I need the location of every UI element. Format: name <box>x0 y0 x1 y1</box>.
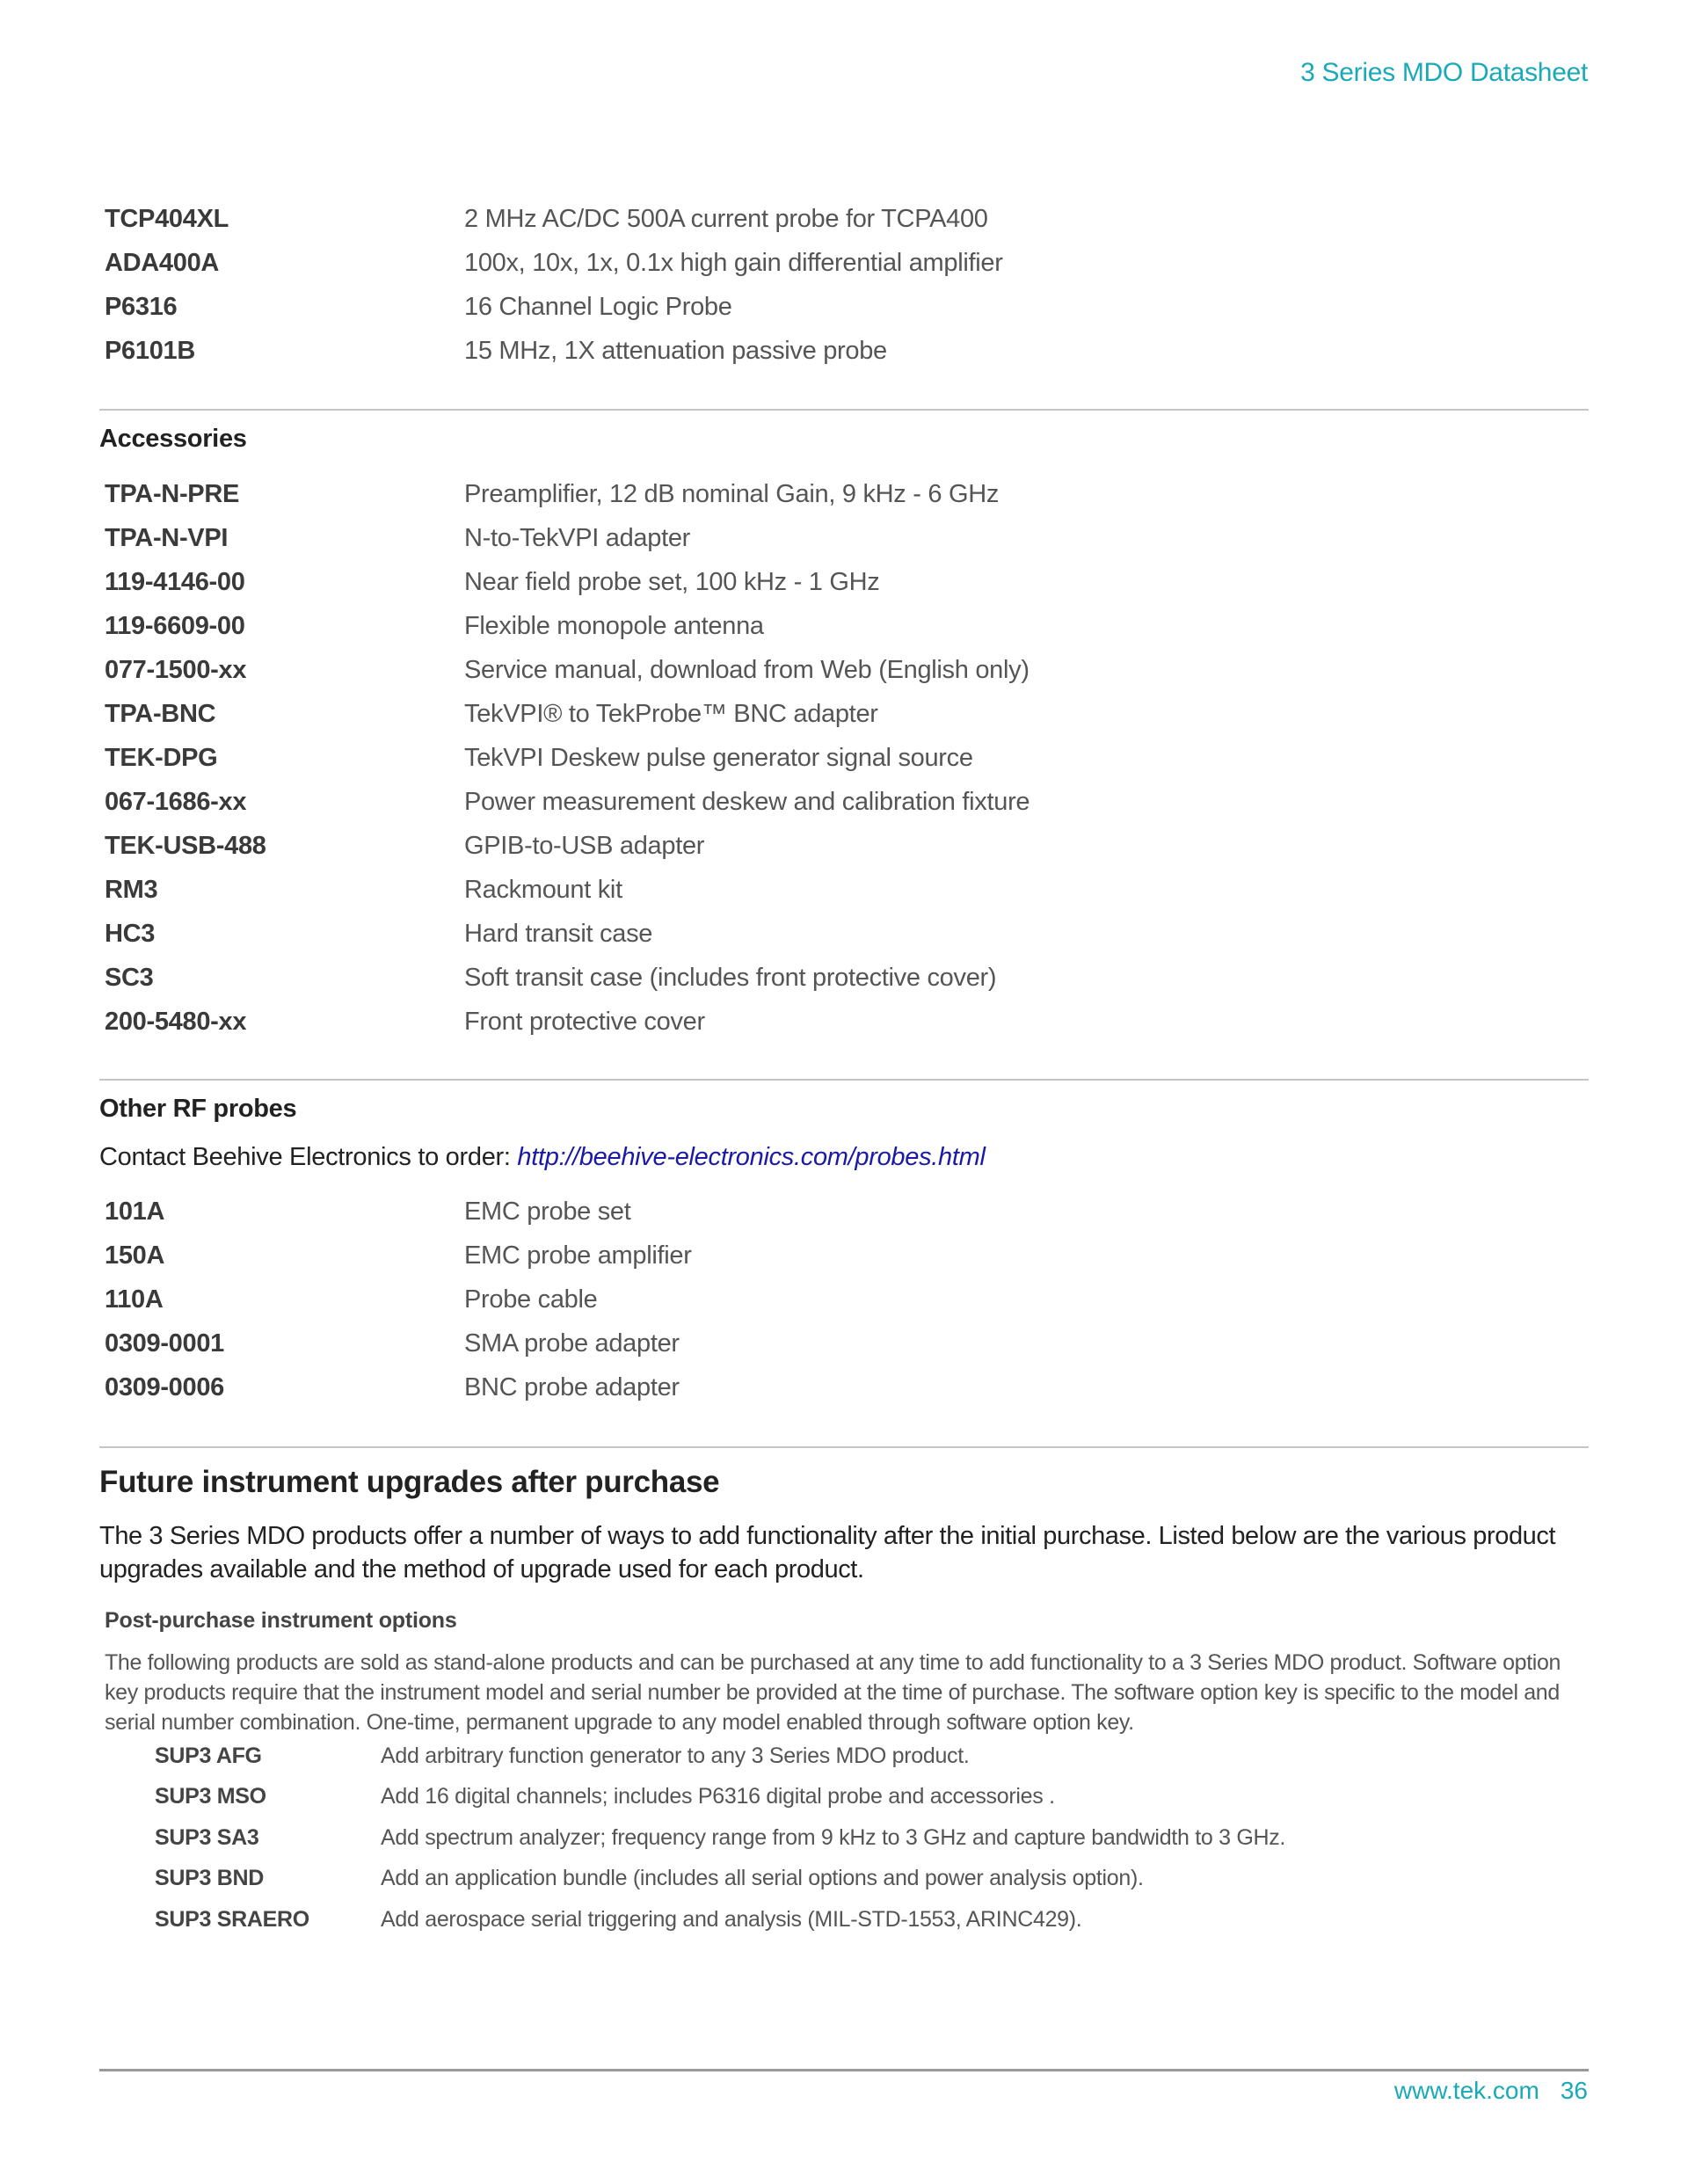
section-divider <box>99 409 1589 411</box>
table-row <box>105 560 1582 604</box>
upgrades-intro: The 3 Series MDO products offer a number of ways to add functionality after the initial purchase. Listed below are the various product upgrades available and the method of upgrade used for each product. <box>99 1522 1556 1583</box>
rf-probes-title: Other RF probes <box>99 1095 297 1123</box>
contact-text: Contact Beehive Electronics to order: <box>99 1143 518 1171</box>
part-description: SMA probe adapter <box>464 1329 680 1358</box>
contact-line <box>99 1143 986 1172</box>
part-description: Front protective cover <box>464 1008 705 1036</box>
table-row <box>105 912 1582 956</box>
part-description: Power measurement deskew and calibration fixture <box>464 788 1030 816</box>
table-row <box>105 604 1582 648</box>
section-divider <box>99 1446 1589 1448</box>
table-row <box>155 1817 1579 1858</box>
part-number: 119-4146-00 <box>105 568 245 596</box>
part-number: 110A <box>105 1285 164 1314</box>
part-number: HC3 <box>105 920 156 948</box>
table-row <box>105 1190 1582 1234</box>
part-number: 200-5480-xx <box>105 1008 247 1036</box>
table-row <box>105 824 1582 868</box>
beehive-link[interactable]: http://beehive-electronics.com/probes.html <box>517 1143 986 1171</box>
table-row <box>105 780 1582 824</box>
part-number: ADA400A <box>105 249 220 277</box>
table-row <box>155 1899 1579 1940</box>
footer-divider <box>99 2069 1589 2071</box>
part-description: EMC probe amplifier <box>464 1241 692 1270</box>
part-description: Add spectrum analyzer; frequency range from 9 kHz to 3 GHz and capture bandwidth to 3 GHz. <box>381 1825 1286 1850</box>
table-row <box>105 648 1582 692</box>
part-description: Soft transit case (includes front protective cover) <box>464 964 997 992</box>
part-description: TekVPI Deskew pulse generator signal source <box>464 744 973 772</box>
part-number: RM3 <box>105 876 158 904</box>
header-title: 3 Series MDO Datasheet <box>1300 58 1588 87</box>
part-number: 150A <box>105 1241 165 1270</box>
part-number: 067-1686-xx <box>105 788 247 816</box>
table-row <box>155 1776 1579 1816</box>
part-description: Preamplifier, 12 dB nominal Gain, 9 kHz - 6 GHz <box>464 480 1000 508</box>
table-row <box>105 1365 1582 1409</box>
table-row <box>105 241 1582 285</box>
part-number: 0309-0001 <box>105 1329 224 1358</box>
part-description: Probe cable <box>464 1285 598 1314</box>
part-description: TekVPI® to TekProbe™ BNC adapter <box>464 700 878 728</box>
part-description: Add 16 digital channels; includes P6316 digital probe and accessories . <box>381 1784 1055 1809</box>
post-purchase-subhead: Post-purchase instrument options <box>105 1608 457 1633</box>
part-number: TPA-N-VPI <box>105 524 229 552</box>
part-description: Flexible monopole antenna <box>464 612 764 640</box>
table-row <box>105 329 1582 373</box>
part-description: Near field probe set, 100 kHz - 1 GHz <box>464 568 880 596</box>
table-row <box>105 1278 1582 1321</box>
table-row <box>105 692 1582 736</box>
part-number: P6101B <box>105 337 195 365</box>
table-row <box>155 1736 1579 1776</box>
part-number: SUP3 BND <box>155 1866 265 1890</box>
table-row <box>105 472 1582 516</box>
part-number: TPA-BNC <box>105 700 216 728</box>
part-number: SC3 <box>105 964 154 992</box>
part-number: SUP3 SRAERO <box>155 1907 309 1932</box>
section-divider <box>99 1079 1589 1081</box>
part-number: SUP3 MSO <box>155 1784 266 1809</box>
table-row <box>105 868 1582 912</box>
part-description: Service manual, download from Web (English only) <box>464 656 1030 684</box>
footer-site-link[interactable]: www.tek.com <box>1393 2077 1539 2104</box>
table-row <box>105 736 1582 780</box>
part-number: P6316 <box>105 293 178 321</box>
table-row <box>105 1234 1582 1278</box>
part-description: N-to-TekVPI adapter <box>464 524 691 552</box>
part-number: TPA-N-PRE <box>105 480 240 508</box>
part-description: 100x, 10x, 1x, 0.1x high gain differential amplifier <box>464 249 1003 277</box>
part-number: SUP3 AFG <box>155 1744 262 1768</box>
part-number: TEK-USB-488 <box>105 832 266 860</box>
part-number: 0309-0006 <box>105 1373 224 1401</box>
table-row <box>105 1321 1582 1365</box>
part-description: BNC probe adapter <box>464 1373 680 1401</box>
table-row <box>105 197 1582 241</box>
accessories-title: Accessories <box>99 425 247 453</box>
part-description: 2 MHz AC/DC 500A current probe for TCPA400 <box>464 205 988 233</box>
part-description: EMC probe set <box>464 1198 631 1226</box>
part-description: 16 Channel Logic Probe <box>464 293 732 321</box>
table-row <box>105 285 1582 329</box>
upgrades-title: Future instrument upgrades after purchase <box>99 1465 720 1499</box>
table-row <box>105 956 1582 1000</box>
page-number: 36 <box>1560 2077 1588 2104</box>
part-number: 119-6609-00 <box>105 612 245 640</box>
table-row <box>105 1000 1582 1044</box>
part-description: Hard transit case <box>464 920 653 948</box>
part-number: TCP404XL <box>105 205 229 233</box>
part-description: Add arbitrary function generator to any 3 Series MDO product. <box>381 1744 970 1768</box>
table-row <box>105 516 1582 560</box>
part-description: GPIB-to-USB adapter <box>464 832 705 860</box>
footer <box>1394 2077 1588 2105</box>
post-purchase-paragraph: The following products are sold as stand-alone products and can be purchased at any time to add functionality to a 3 Series MDO product. Software option key products require that the instrument model and serial number be provided at the time of purchase. The software option key is specific to the model and serial number combination. One-time, permanent upgrade to any model enabled through software option key. <box>105 1650 1561 1735</box>
part-description: Add an application bundle (includes all serial options and power analysis option). <box>381 1866 1144 1890</box>
part-number: 101A <box>105 1198 165 1226</box>
part-description: Rackmount kit <box>464 876 622 904</box>
table-row <box>155 1858 1579 1898</box>
part-number: TEK-DPG <box>105 744 218 772</box>
part-number: 077-1500-xx <box>105 656 247 684</box>
part-description: 15 MHz, 1X attenuation passive probe <box>464 337 887 365</box>
part-description: Add aerospace serial triggering and analysis (MIL-STD-1553, ARINC429). <box>381 1907 1082 1932</box>
part-number: SUP3 SA3 <box>155 1825 259 1850</box>
